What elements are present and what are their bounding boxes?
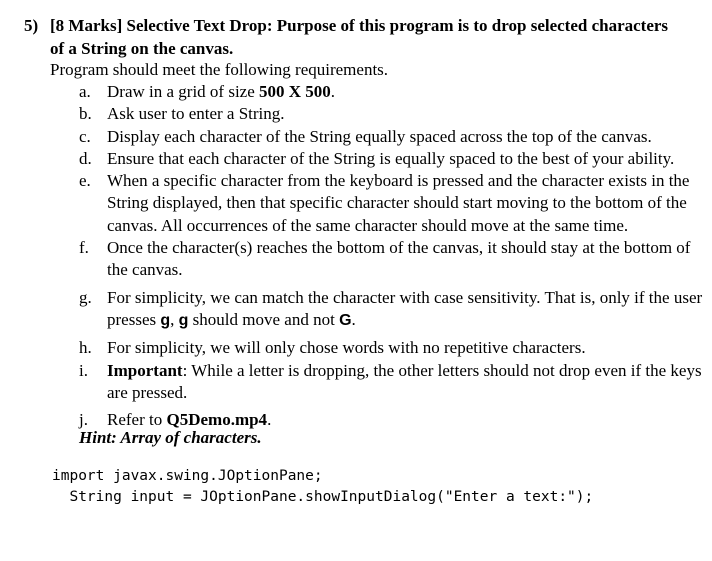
requirement-f [79, 237, 707, 282]
requirement-j-text: Refer to [107, 410, 167, 430]
question-marks: [8 Marks] [50, 16, 123, 35]
requirement-letter: g. [79, 287, 92, 307]
requirement-text: Display each character of the String equally spaced across the top of the canvas. [107, 126, 652, 146]
question-number: 5) [24, 16, 39, 35]
requirement-letter: c. [79, 126, 91, 146]
requirement-i [79, 360, 707, 405]
requirement-text: Ask user to enter a String. [107, 104, 285, 124]
requirement-c [79, 126, 707, 148]
key-lowercase-g: g [160, 311, 171, 329]
question-heading [24, 14, 708, 60]
demo-video-filename: Q5Demo.mp4 [166, 410, 268, 430]
requirement-text: Ensure that each character of the String is equally spaced to the best of your ability. [107, 148, 675, 168]
key-lowercase-g-alt: g [178, 311, 189, 329]
requirement-g [79, 287, 707, 333]
requirement-d [79, 148, 707, 170]
requirement-text [107, 360, 707, 405]
requirement-g-period: . [351, 309, 356, 329]
important-label: Important [107, 360, 183, 380]
requirement-a-period: . [330, 82, 336, 101]
requirement-text: Once the character(s) reaches the bottom of the canvas, it should stay at the bottom of the canvas. [107, 238, 691, 280]
requirement-j-period: . [267, 410, 272, 430]
hint-text: Hint: Array of characters. [79, 428, 262, 447]
requirement-letter: d. [79, 148, 92, 168]
requirement-letter: a. [79, 82, 91, 101]
code-line-1: import javax.swing.JOptionPane; [52, 468, 323, 484]
requirement-a [79, 81, 707, 103]
requirement-letter: i. [79, 360, 88, 380]
requirement-i-text: : While a letter is dropping, the other letters should not drop even if the keys are pressed. [107, 360, 702, 402]
code-line-2: String input = JOptionPane.showInputDialog("Enter a text:"); [52, 489, 594, 505]
question-title-line1: Selective Text Drop: Purpose of this program is to drop selected characters [126, 16, 669, 35]
requirements-intro: Program should meet the following requirements. [50, 60, 389, 79]
requirement-b [79, 103, 707, 125]
requirement-h [79, 337, 707, 359]
requirements-list [79, 81, 707, 431]
key-uppercase-g: G [339, 311, 352, 329]
requirement-a-text: Draw in a grid of size [107, 82, 260, 101]
requirement-text [107, 287, 707, 333]
requirement-g-middle: should move and not [188, 309, 340, 329]
requirement-text [107, 81, 707, 103]
requirement-g-text: For simplicity, we can match the character with case sensitivity. That is, only if the user presses [107, 287, 703, 329]
requirement-e [79, 170, 707, 237]
requirement-letter: h. [79, 338, 92, 358]
requirement-text: When a specific character from the keyboard is pressed and the character exists in the String displayed, then that specific character should start moving to the bottom of the canvas. All occurrences of the same character should move at the same time. [107, 171, 690, 235]
requirement-letter: b. [79, 104, 92, 124]
question-heading-line1 [24, 14, 708, 37]
grid-size: 500 X 500 [259, 82, 331, 101]
question-title-line2: of a String on the canvas. [50, 39, 234, 58]
requirement-letter: j. [79, 410, 88, 430]
requirement-text: For simplicity, we will only chose words with no repetitive characters. [107, 338, 586, 358]
requirement-letter: e. [79, 171, 91, 191]
code-snippet [52, 466, 593, 508]
requirement-letter: f. [79, 238, 89, 258]
requirement-g-separator: , [170, 309, 179, 329]
